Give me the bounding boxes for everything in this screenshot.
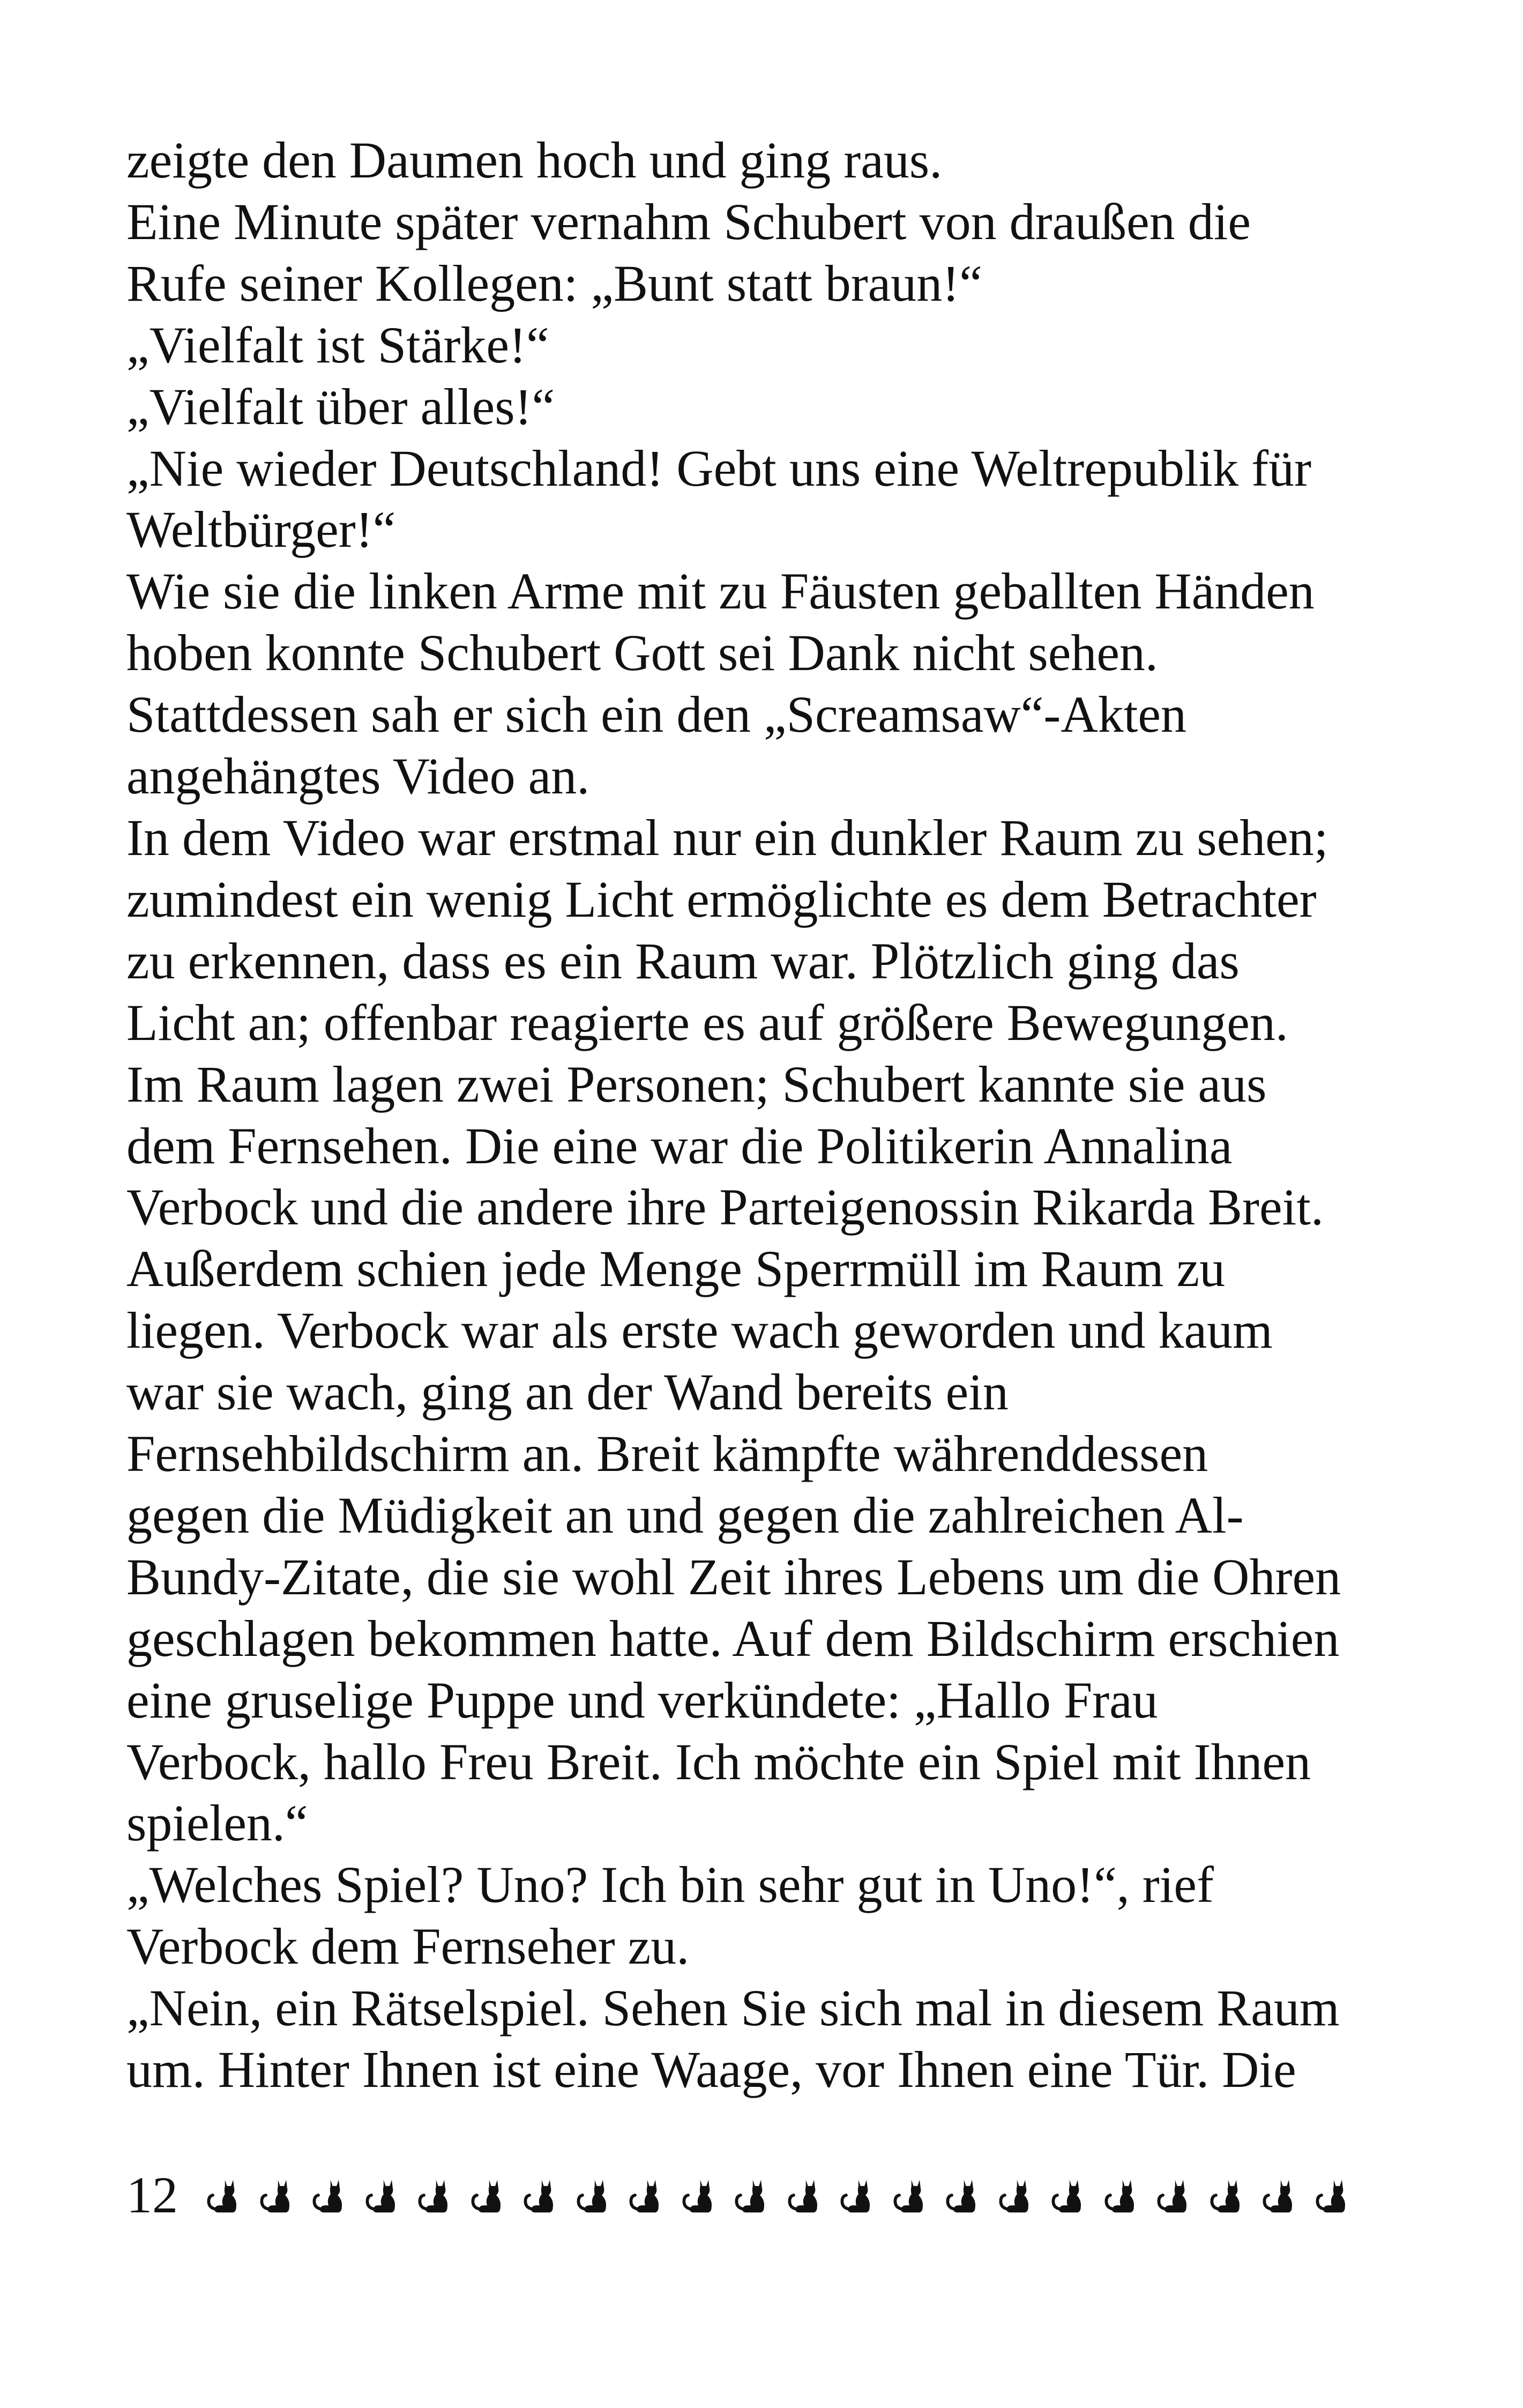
text-line: eine gruselige Puppe und verkündete: „Hallo Frau xyxy=(126,1671,1158,1729)
page-number: 12 xyxy=(126,2166,178,2224)
text-line: zeigte den Daumen hoch und ging raus. xyxy=(126,131,943,189)
text-line: „Nie wieder Deutschland! Gebt uns eine Weltrepublik für xyxy=(126,439,1312,497)
cat-silhouette-icon xyxy=(1100,2175,1141,2216)
text-line: Verbock dem Fernseher zu. xyxy=(126,1918,690,1975)
text-line: dem Fernsehen. Die eine war die Politikerin Annalina xyxy=(126,1117,1233,1175)
cat-silhouette-icon xyxy=(1047,2175,1088,2216)
text-line: geschlagen bekommen hatte. Auf dem Bildschirm erschien xyxy=(126,1609,1340,1667)
cat-silhouette-icon xyxy=(256,2175,296,2216)
page-footer xyxy=(126,2163,1352,2227)
text-line: Weltbürger!“ xyxy=(126,501,396,559)
cat-silhouette-icon xyxy=(467,2175,507,2216)
body-text xyxy=(126,130,1423,2101)
text-line: Im Raum lagen zwei Personen; Schubert kannte sie aus xyxy=(126,1055,1267,1113)
cat-silhouette-icon xyxy=(625,2175,666,2216)
text-line: war sie wach, ging an der Wand bereits ein xyxy=(126,1363,1009,1421)
cat-silhouette-icon xyxy=(1206,2175,1246,2216)
text-line: „Vielfalt über alles!“ xyxy=(126,377,555,435)
text-line: Bundy-Zitate, die sie wohl Zeit ihres Lebens um die Ohren xyxy=(126,1548,1341,1606)
text-line: Fernsehbildschirm an. Breit kämpfte währenddessen xyxy=(126,1425,1208,1483)
text-line: Stattdessen sah er sich ein den „Screamsaw“-Akten xyxy=(126,686,1186,744)
cat-ornament-row xyxy=(203,2175,1352,2216)
cat-silhouette-icon xyxy=(308,2175,349,2216)
cat-silhouette-icon xyxy=(783,2175,824,2216)
text-line: Rufe seiner Kollegen: „Bunt statt braun!“ xyxy=(126,254,982,312)
cat-silhouette-icon xyxy=(889,2175,930,2216)
cat-silhouette-icon xyxy=(519,2175,560,2216)
text-line: um. Hinter Ihnen ist eine Waage, vor Ihnen eine Tür. Die xyxy=(126,2041,1296,2099)
cat-silhouette-icon xyxy=(730,2175,771,2216)
text-line: „Welches Spiel? Uno? Ich bin sehr gut in Uno!“, rief xyxy=(126,1856,1214,1914)
text-line: zu erkennen, dass es ein Raum war. Plötzlich ging das xyxy=(126,932,1240,990)
text-line: Wie sie die linken Arme mit zu Fäusten geballten Händen xyxy=(126,562,1315,620)
text-line: In dem Video war erstmal nur ein dunkler Raum zu sehen; xyxy=(126,808,1328,866)
text-line: „Nein, ein Rätselspiel. Sehen Sie sich mal in diesem Raum xyxy=(126,1979,1340,2037)
text-line: gegen die Müdigkeit an und gegen die zahlreichen Al- xyxy=(126,1486,1244,1544)
text-line: spielen.“ xyxy=(126,1794,308,1852)
cat-silhouette-icon xyxy=(1153,2175,1193,2216)
text-line: hoben konnte Schubert Gott sei Dank nicht sehen. xyxy=(126,624,1158,682)
cat-silhouette-icon xyxy=(995,2175,1035,2216)
text-line: Verbock und die andere ihre Parteigenossin Rikarda Breit. xyxy=(126,1178,1324,1236)
text-line: Außerdem schien jede Menge Sperrmüll im Raum zu xyxy=(126,1240,1226,1298)
cat-silhouette-icon xyxy=(836,2175,877,2216)
text-line: Verbock, hallo Freu Breit. Ich möchte ein Spiel mit Ihnen xyxy=(126,1733,1311,1790)
cat-silhouette-icon xyxy=(361,2175,402,2216)
cat-silhouette-icon xyxy=(942,2175,982,2216)
text-line: „Vielfalt ist Stärke!“ xyxy=(126,316,549,374)
text-line: zumindest ein wenig Licht ermöglichte es dem Betrachter xyxy=(126,870,1317,928)
cat-silhouette-icon xyxy=(414,2175,454,2216)
text-line: Eine Minute später vernahm Schubert von draußen die xyxy=(126,192,1251,250)
text-line: liegen. Verbock war als erste wach geworden und kaum xyxy=(126,1302,1273,1359)
cat-silhouette-icon xyxy=(1311,2175,1352,2216)
text-line: angehängtes Video an. xyxy=(126,747,590,805)
cat-silhouette-icon xyxy=(678,2175,719,2216)
text-line: Licht an; offenbar reagierte es auf größere Bewegungen. xyxy=(126,993,1288,1051)
cat-silhouette-icon xyxy=(203,2175,243,2216)
cat-silhouette-icon xyxy=(1258,2175,1299,2216)
cat-silhouette-icon xyxy=(572,2175,613,2216)
